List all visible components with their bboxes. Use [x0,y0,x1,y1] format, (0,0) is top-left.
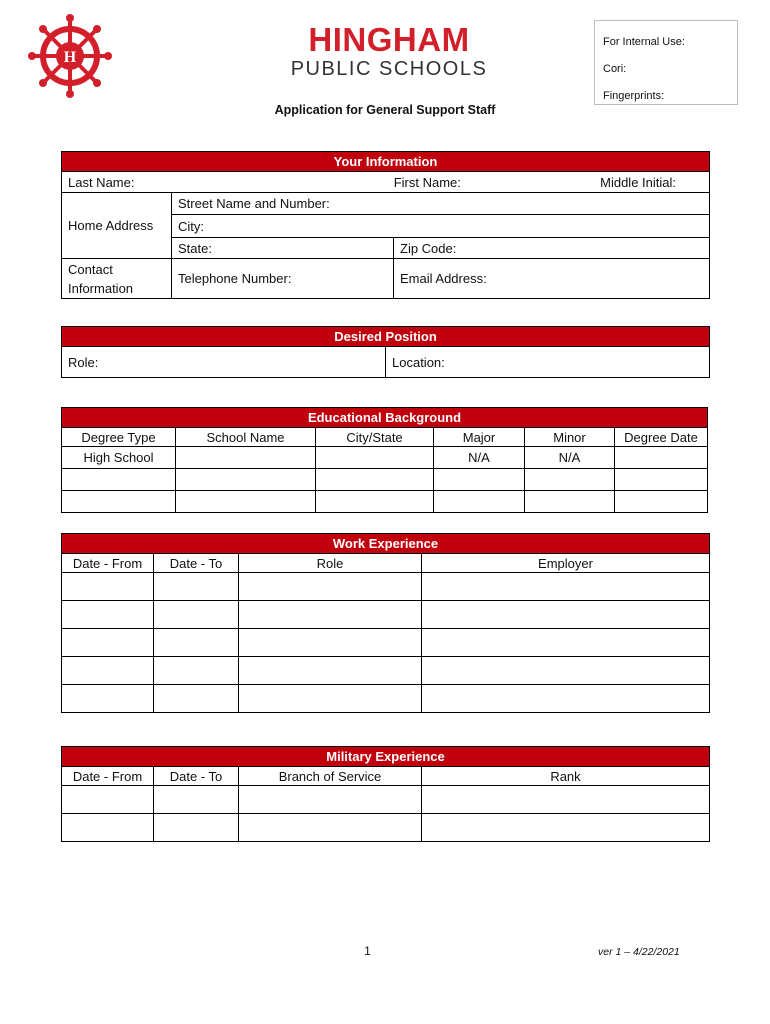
column-header: Role [239,554,422,573]
table-row [62,469,708,491]
column-header: Date - From [62,767,154,786]
table-cell[interactable] [154,657,239,685]
table-cell[interactable]: N/A [434,447,525,469]
table-cell[interactable] [422,629,710,657]
contact-label-line2: Information [68,281,134,296]
logo-main-text: HINGHAM [308,21,470,58]
table-cell[interactable]: N/A [525,447,615,469]
cori-field[interactable]: Cori: [603,63,627,75]
military-experience-table [61,746,710,842]
education-table [61,407,708,513]
table-cell[interactable] [239,786,422,814]
column-header: City/State [316,428,434,447]
table-cell[interactable]: High School [62,447,176,469]
section-heading: Desired Position [62,327,710,347]
version-label: ver 1 – 4/22/2021 [598,946,680,958]
column-header: School Name [176,428,316,447]
table-cell[interactable] [62,629,154,657]
table-cell[interactable] [422,573,710,601]
table-cell[interactable] [154,814,239,842]
column-header: Employer [422,554,710,573]
table-row [62,814,710,842]
page-number: 1 [364,944,371,958]
table-cell[interactable] [154,573,239,601]
table-cell[interactable] [316,469,434,491]
contact-information-label [62,259,172,299]
column-header: Minor [525,428,615,447]
school-logo [284,22,494,80]
street-field[interactable]: Street Name and Number: [172,193,710,215]
table-row [62,685,710,713]
column-header: Date - From [62,554,154,573]
table-cell[interactable] [525,469,615,491]
table-cell[interactable] [62,469,176,491]
section-heading: Educational Background [62,408,708,428]
contact-label-line1: Contact [68,262,113,277]
column-header: Degree Type [62,428,176,447]
table-cell[interactable] [154,786,239,814]
table-cell[interactable] [62,573,154,601]
table-cell[interactable] [154,629,239,657]
role-field[interactable]: Role: [62,347,386,378]
first-name-field[interactable]: First Name: [393,174,461,190]
logo-sub-text: PUBLIC SCHOOLS [290,58,488,80]
city-field[interactable]: City: [172,215,710,238]
table-cell[interactable] [239,601,422,629]
svg-text:H: H [63,49,77,66]
table-row [62,786,710,814]
table-cell[interactable] [62,786,154,814]
table-row [62,447,708,469]
table-cell[interactable] [239,685,422,713]
table-cell[interactable] [422,601,710,629]
section-heading: Military Experience [62,747,710,767]
table-row [62,601,710,629]
table-cell[interactable] [239,629,422,657]
table-cell[interactable] [434,491,525,513]
table-cell[interactable] [62,491,176,513]
table-cell[interactable] [154,685,239,713]
table-cell[interactable] [316,491,434,513]
table-cell[interactable] [239,573,422,601]
desired-position-table [61,326,710,378]
last-name-field[interactable]: Last Name: [68,174,135,190]
column-header: Branch of Service [239,767,422,786]
table-row [62,573,710,601]
internal-use-title: For Internal Use: [603,36,685,48]
table-row [62,491,708,513]
table-cell[interactable] [62,814,154,842]
internal-use-box [594,20,738,105]
table-cell[interactable] [154,601,239,629]
column-header: Degree Date [615,428,708,447]
location-field[interactable]: Location: [386,347,710,378]
telephone-field[interactable]: Telephone Number: [172,259,394,299]
table-cell[interactable] [62,685,154,713]
table-cell[interactable] [422,814,710,842]
section-heading: Work Experience [62,534,710,554]
table-cell[interactable] [615,447,708,469]
document-title: Application for General Support Staff [274,103,496,117]
table-cell[interactable] [176,447,316,469]
name-row [62,172,710,193]
table-cell[interactable] [434,469,525,491]
zip-field[interactable]: Zip Code: [394,238,710,259]
table-cell[interactable] [176,491,316,513]
table-cell[interactable] [176,469,316,491]
table-cell[interactable] [615,469,708,491]
column-header: Date - To [154,554,239,573]
state-field[interactable]: State: [172,238,394,259]
table-row [62,629,710,657]
column-header: Rank [422,767,710,786]
your-information-table [61,151,710,299]
column-header: Date - To [154,767,239,786]
table-cell[interactable] [316,447,434,469]
table-cell[interactable] [239,657,422,685]
ships-wheel-logo-icon [28,14,112,98]
middle-initial-field[interactable]: Middle Initial: [600,174,676,190]
table-cell[interactable] [239,814,422,842]
table-cell[interactable] [62,601,154,629]
table-cell[interactable] [615,491,708,513]
email-field[interactable]: Email Address: [394,259,710,299]
column-header: Major [434,428,525,447]
table-row [62,657,710,685]
fingerprints-field[interactable]: Fingerprints: [603,90,665,102]
table-cell[interactable] [422,657,710,685]
table-cell[interactable] [62,657,154,685]
work-experience-table [61,533,710,713]
home-address-label: Home Address [62,193,172,259]
section-heading: Your Information [62,152,710,172]
table-cell[interactable] [525,491,615,513]
table-cell[interactable] [422,685,710,713]
table-cell[interactable] [422,786,710,814]
